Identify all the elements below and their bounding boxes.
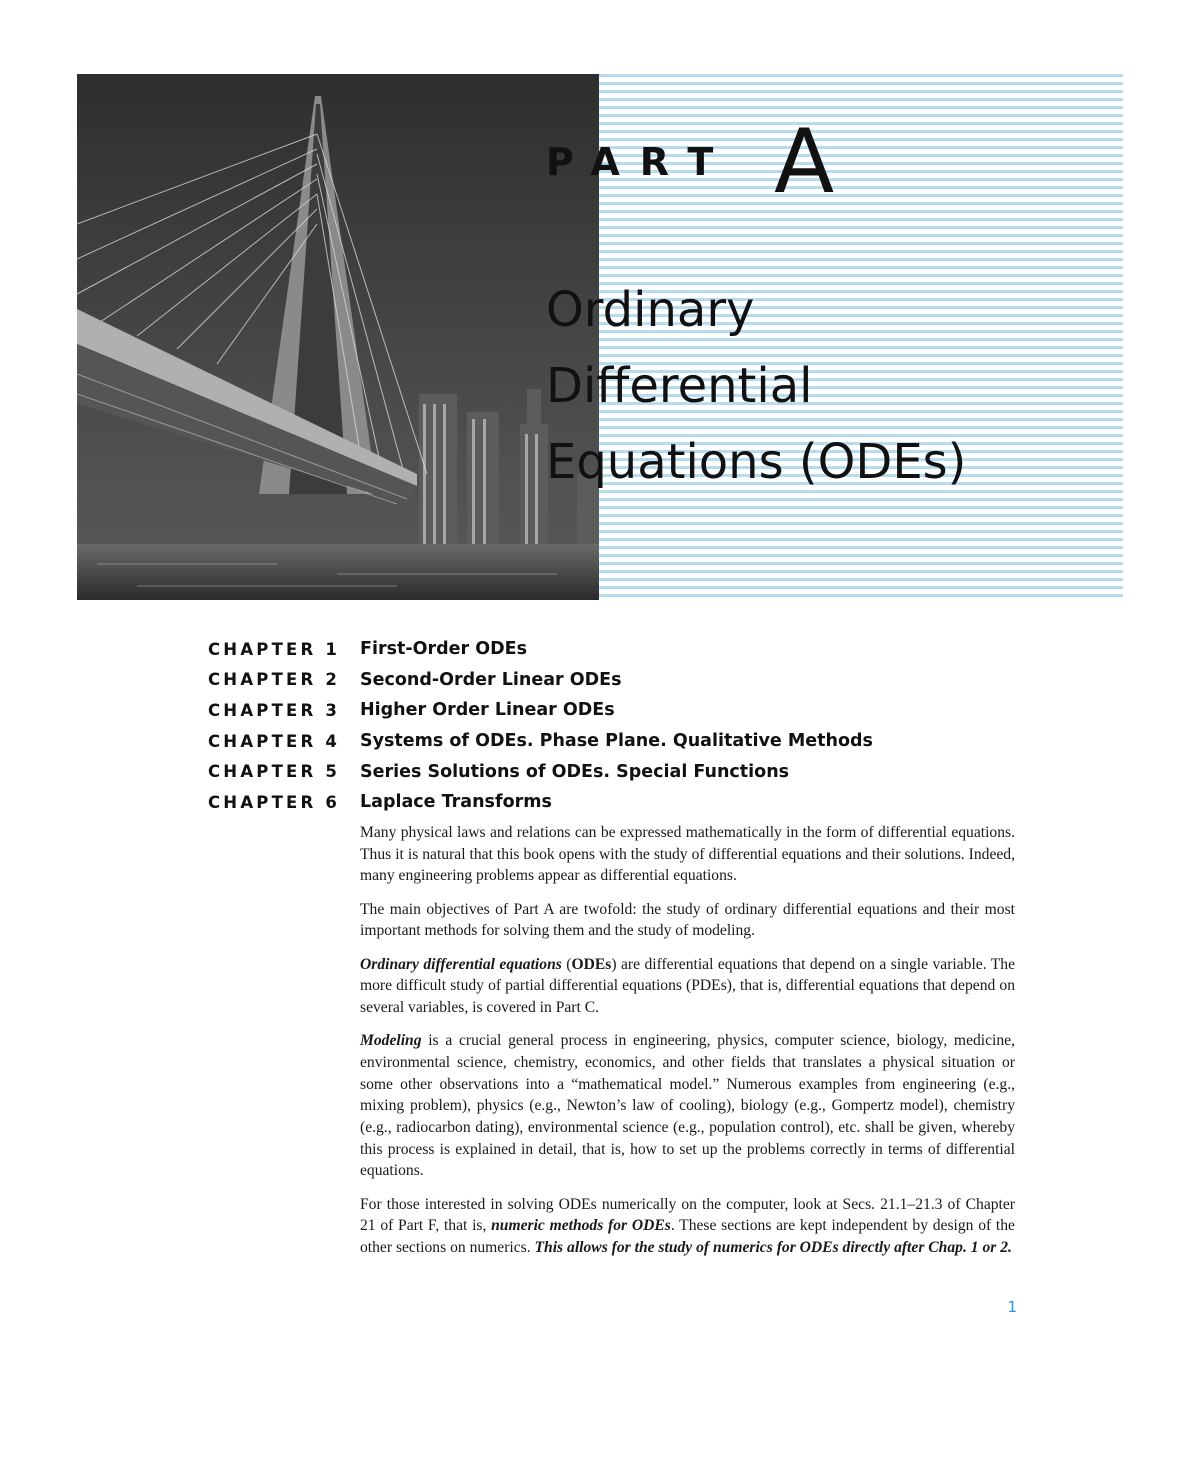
chapter-number: CHAPTER 5 [208,762,341,782]
term: numeric methods for ODEs [491,1217,671,1235]
paragraph: The main objectives of Part A are twofold: the study of ordinary differential equations and their most important methods for solving them and the study of modeling. [360,900,1015,940]
page-number: 1 [1007,1298,1017,1316]
part-title-line: Equations (ODEs) [546,434,967,490]
chapter-row [208,726,1028,757]
chapter-row [208,665,1028,696]
paragraph [360,954,1015,1019]
chapter-title: Second-Order Linear ODEs [360,669,622,690]
chapter-title: First-Order ODEs [360,639,528,660]
text-run: For those interested in solving ODEs numerically on the computer, look at Secs. 21.1–21.3 of Chapter 21 of Part F, that is, [360,1195,1015,1235]
text-run: ) are differential equations that depend on a single variable. The more difficult study of partial differential equations (PDEs), that is, differential equations that depend on several variables, is covered in Part C. [360,955,1015,1016]
emphasis: This allows for the study of numerics for ODEs directly after Chap. 1 or 2. [534,1238,1012,1256]
chapter-title: Systems of ODEs. Phase Plane. Qualitative Methods [360,731,873,752]
chapter-number: CHAPTER 3 [208,700,341,720]
chapter-number: CHAPTER 6 [208,792,341,812]
part-label: PART [546,140,734,184]
paragraph [360,1030,1015,1182]
chapter-list [208,634,1028,818]
chapter-row [208,787,1028,818]
chapter-row [208,634,1028,665]
part-title-line: Ordinary [546,282,755,338]
chapter-number: CHAPTER 2 [208,670,341,690]
term: Ordinary differential equations [360,955,562,973]
part-title-line: Differential [546,358,813,414]
chapter-row [208,695,1028,726]
chapter-number: CHAPTER 1 [208,639,341,659]
bridge-photo [77,74,599,600]
text-run: ( [561,955,572,973]
chapter-title: Higher Order Linear ODEs [360,700,615,721]
paragraph: Many physical laws and relations can be expressed mathematically in the form of differential equations. Thus it is natural that this book opens with the study of differential equations and their solutions. Indeed, many engineering problems appear as differential equations. [360,824,1015,885]
term: Modeling [360,1032,422,1050]
text-run: . These sections are kept independent by design of the other sections on numerics. [360,1217,1015,1256]
paragraph [360,1194,1015,1259]
text-run: is a crucial general process in engineering, physics, computer science, biology, medicine, environmental science, chemistry, economics, and other fields that translates a physical situation or some other observations into a “mathematical model.” Numerous examples from engineering (e.g., mixing problem), physics (e.g., Newton’s law of cooling), biology (e.g., Gompertz model), chemistry (e.g., radiocarbon dating), environmental science (e.g., population control), etc. shall be given, whereby this process is explained in detail, that is, how to set up the problems correctly in terms of differential equations. [360,1032,1015,1180]
abbreviation: ODEs [571,955,612,973]
part-letter: A [774,110,835,213]
part-title [546,272,1046,500]
chapter-title: Laplace Transforms [360,792,552,813]
chapter-number: CHAPTER 4 [208,731,341,751]
chapter-title: Series Solutions of ODEs. Special Functions [360,761,790,782]
chapter-row [208,756,1028,787]
intro-text [360,822,1015,1270]
bridge-illustration [77,74,599,600]
